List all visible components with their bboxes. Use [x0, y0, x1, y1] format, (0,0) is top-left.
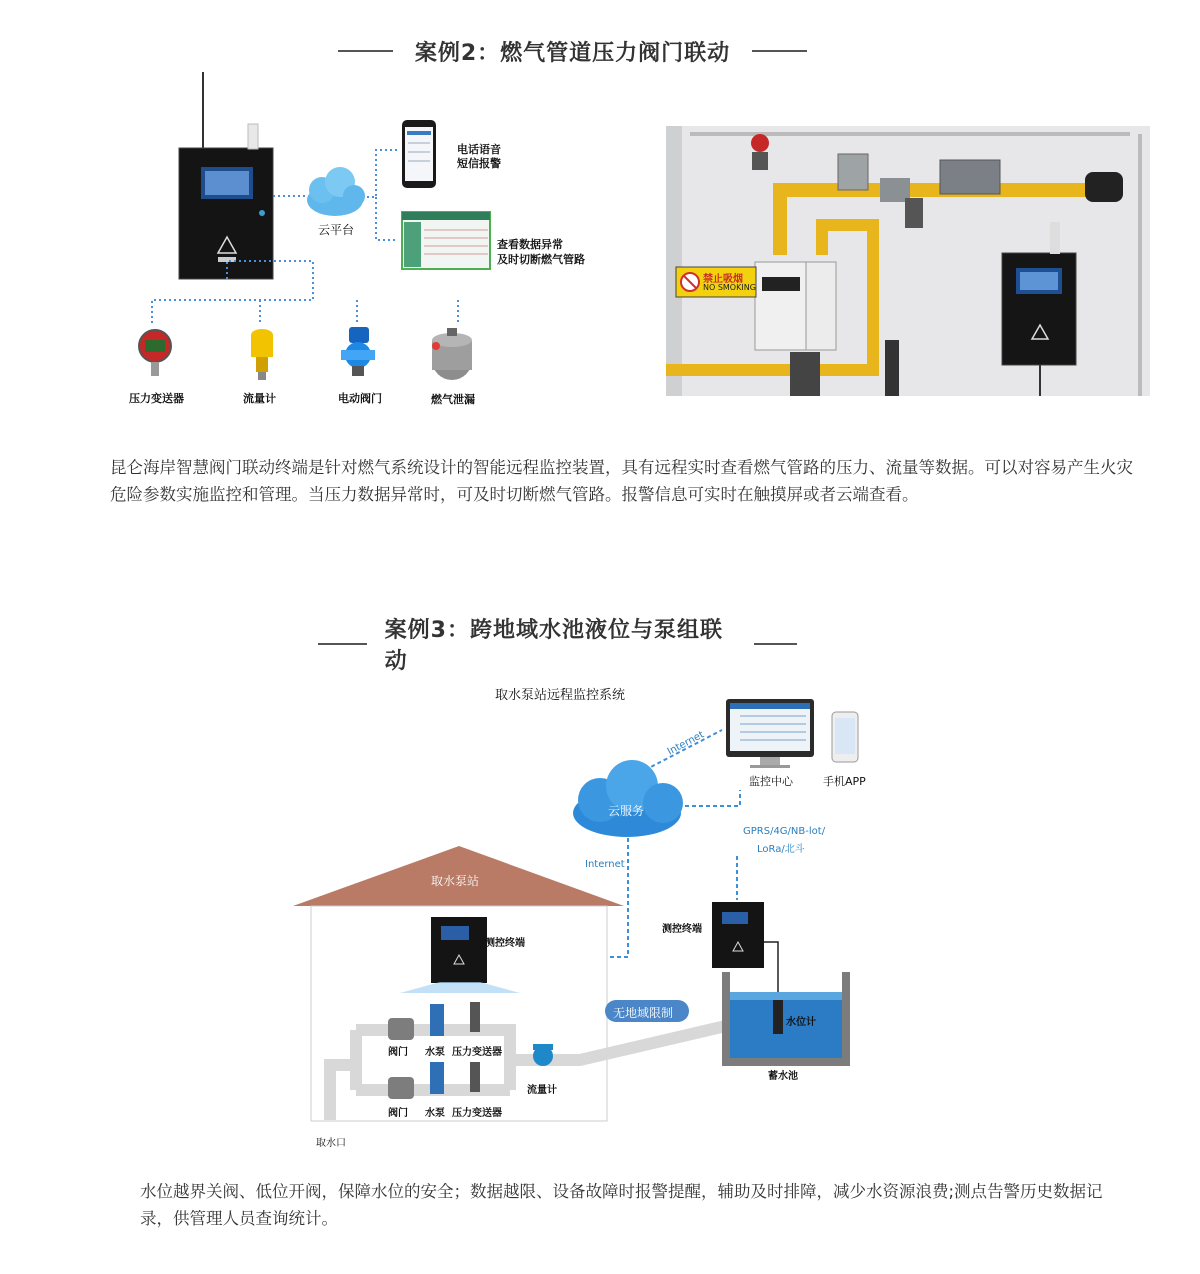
device-label-valve: 电动阀门	[338, 392, 382, 405]
row2-pressure: 压力变送器	[452, 1108, 502, 1119]
station-label: 取水泵站	[431, 874, 480, 888]
monitor-label-1: 查看数据异常	[497, 238, 563, 251]
device-label-gas-leak: 燃气泄漏	[431, 393, 475, 406]
photo-sign-1: 禁止吸烟	[703, 274, 743, 285]
cloud-platform-label: 云平台	[318, 223, 355, 237]
internet-label-top: Internet	[665, 729, 706, 758]
case2-title-text: 案例2：燃气管道压力阀门联动	[414, 40, 731, 66]
row2-pump: 水泵	[425, 1108, 445, 1119]
phone-alert-label-1: 电话语音	[457, 143, 501, 156]
terminal-label-2: 测控终端	[662, 924, 702, 935]
photo-sign-2: NO SMOKING	[703, 283, 756, 292]
internet-label-side: Internet	[585, 859, 625, 870]
intake-label: 取水口	[316, 1138, 346, 1149]
reservoir-label: 蓄水池	[768, 1071, 798, 1082]
phone-alert-label-2: 短信报警	[457, 157, 501, 170]
terminal-label-1: 测控终端	[485, 938, 525, 949]
water-level-label: 水位计	[786, 1017, 816, 1028]
case3-description: 水位越界关阀、低位开阀，保障水位的安全；数据越限、设备故障时报警提醒，辅助及时排障，减少水资源浪费;测点告警历史数据记录，供管理人员查询统计。	[140, 1182, 1103, 1228]
monitor-label-2: 及时切断燃气管路	[497, 253, 585, 266]
device-label-flowmeter: 流量计	[243, 392, 276, 405]
case3-title-text: 案例3：跨地域水池液位与泵组联动	[384, 618, 723, 674]
network-label-1: GPRS/4G/NB-lot/	[743, 826, 826, 837]
diagram-title: 取水泵站远程监控系统	[495, 688, 626, 703]
case2-description: 昆仑海岸智慧阀门联动终端是针对燃气系统设计的智能远程监控装置，具有远程实时查看燃气管路的压力、流量等数据。可以对容易产生火灾危险参数实施监控和管理。当压力数据异常时，可及时切断燃气管路。报警信息可实时在触摸屏或者云端查看。	[110, 458, 1133, 504]
device-label-pressure: 压力变送器	[129, 392, 184, 405]
row1-pump: 水泵	[425, 1047, 445, 1058]
row1-pressure: 压力变送器	[452, 1047, 502, 1058]
network-label-2: LoRa/北斗	[757, 844, 805, 855]
monitor-center-label: 监控中心	[749, 775, 793, 788]
no-limit-badge: 无地域限制	[613, 1006, 674, 1020]
flowmeter-label: 流量计	[527, 1085, 557, 1096]
row1-valve: 阀门	[388, 1047, 408, 1058]
cloud-service-label: 云服务	[608, 804, 645, 818]
mobile-app-label: 手机APP	[823, 775, 866, 788]
row2-valve: 阀门	[388, 1108, 408, 1119]
